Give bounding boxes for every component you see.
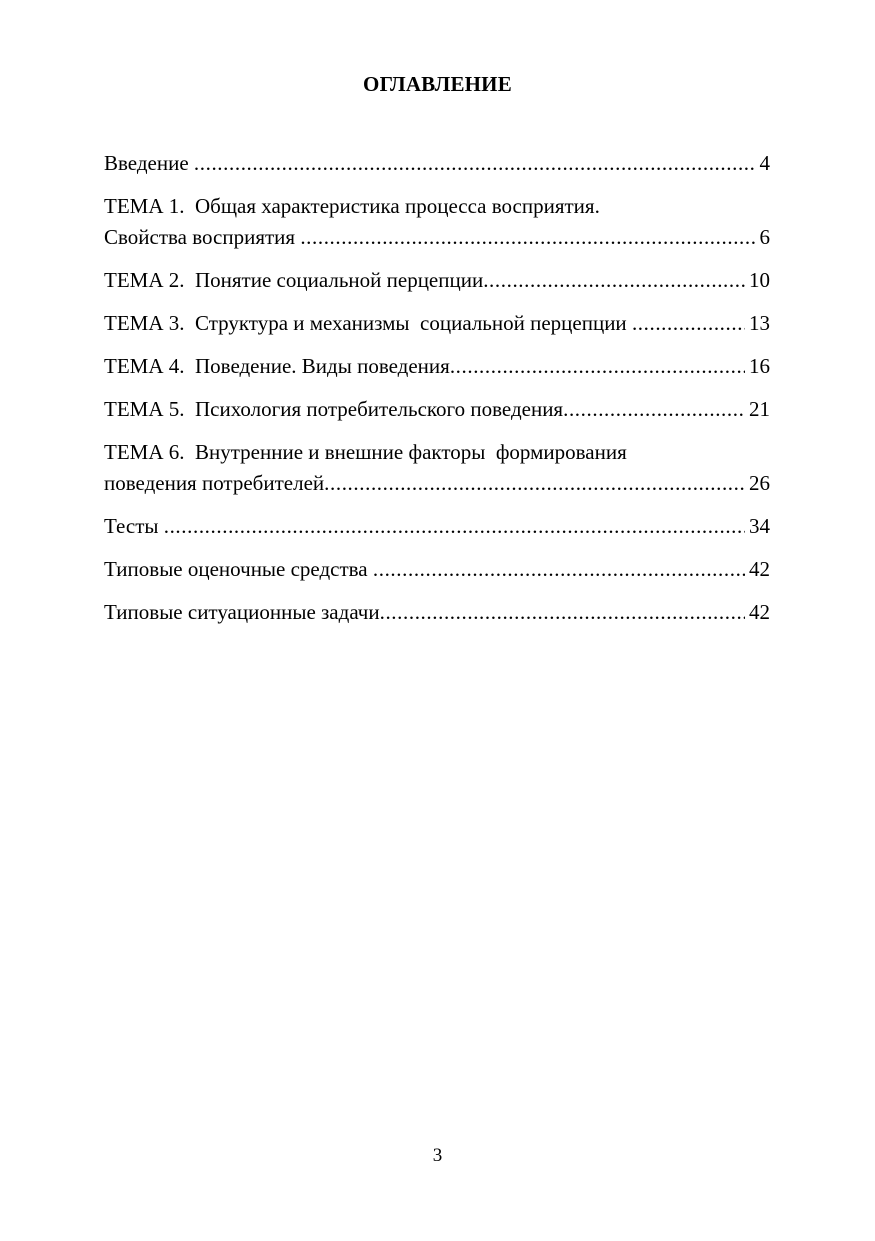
- toc-entry-title: ТЕМА 4. Поведение. Виды поведения: [104, 354, 450, 378]
- toc-entry-topic-5[interactable]: [104, 394, 770, 425]
- toc-entry-topic-1[interactable]: [104, 191, 770, 253]
- toc-line: [104, 148, 770, 179]
- toc-entry-title: Типовые оценочные средства: [104, 557, 373, 581]
- toc-page-number: 42: [749, 600, 770, 624]
- dot-leader: [373, 554, 745, 585]
- toc-page-number: 42: [749, 557, 770, 581]
- toc-entry-tests[interactable]: [104, 511, 770, 542]
- toc-line: [104, 222, 770, 253]
- table-of-contents: [104, 148, 770, 640]
- dot-leader: [194, 148, 756, 179]
- toc-line: [104, 394, 770, 425]
- toc-page-number: 4: [759, 151, 770, 175]
- dot-leader: [300, 222, 755, 253]
- toc-entry-title: ТЕМА 2. Понятие социальной перцепции: [104, 268, 484, 292]
- toc-entry-case-tasks[interactable]: [104, 597, 770, 628]
- page-title: ОГЛАВЛЕНИЕ: [363, 72, 512, 96]
- toc-entry-title-line-2: поведения потребителей: [104, 471, 325, 495]
- toc-page-number: 26: [749, 471, 770, 495]
- dot-leader: [324, 468, 745, 499]
- toc-page-number: 13: [749, 311, 770, 335]
- page-number: 3: [432, 1145, 443, 1166]
- toc-entry-title: Тесты: [104, 514, 164, 538]
- toc-entry-topic-2[interactable]: [104, 265, 770, 296]
- toc-line: [104, 265, 770, 296]
- dot-leader: [164, 511, 745, 542]
- toc-entry-title-line-2: Свойства восприятия: [104, 225, 301, 249]
- dot-leader: [380, 597, 745, 628]
- dot-leader: [450, 351, 745, 382]
- toc-page-number: 10: [749, 268, 770, 292]
- dot-leader: [563, 394, 745, 425]
- toc-line: [104, 308, 770, 339]
- dot-leader: [632, 308, 745, 339]
- toc-line: [104, 468, 770, 499]
- toc-page-number: 16: [749, 354, 770, 378]
- toc-entry-title: ТЕМА 5. Психология потребительского поведения: [104, 397, 564, 421]
- dot-leader: [483, 265, 745, 296]
- toc-entry-title: Типовые ситуационные задачи: [104, 600, 380, 624]
- toc-entry-title-line-1: ТЕМА 6. Внутренние и внешние факторы формирования: [104, 440, 627, 464]
- toc-entry-topic-6[interactable]: [104, 437, 770, 499]
- toc-entry-title: Введение: [104, 151, 194, 175]
- toc-line: [104, 554, 770, 585]
- toc-entry-topic-3[interactable]: [104, 308, 770, 339]
- toc-page-number: 21: [749, 397, 770, 421]
- toc-page-number: 6: [759, 225, 770, 249]
- toc-line: [104, 351, 770, 382]
- toc-entry-assessment-tools[interactable]: [104, 554, 770, 585]
- toc-entry-title-line-1: ТЕМА 1. Общая характеристика процесса восприятия.: [104, 194, 600, 218]
- toc-page-number: 34: [749, 514, 770, 538]
- toc-entry-introduction[interactable]: [104, 148, 770, 179]
- toc-entry-title: ТЕМА 3. Структура и механизмы социальной перцепции: [104, 311, 632, 335]
- toc-entry-topic-4[interactable]: [104, 351, 770, 382]
- toc-line: [104, 511, 770, 542]
- toc-line: [104, 597, 770, 628]
